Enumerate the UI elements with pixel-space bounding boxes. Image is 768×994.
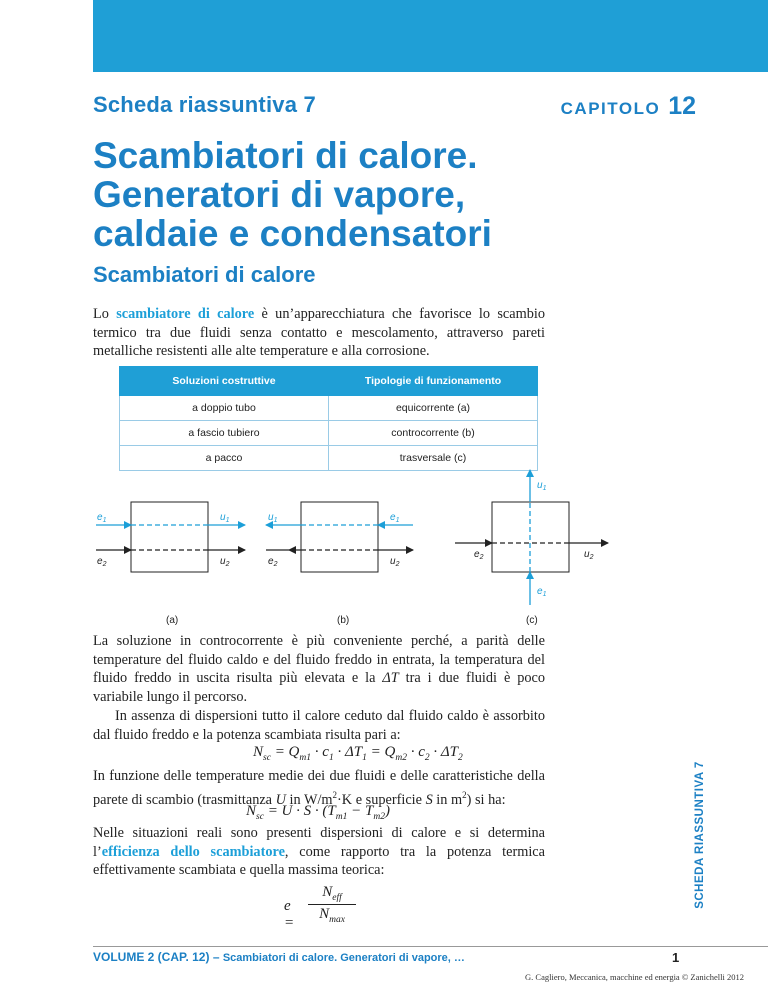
- diagram-b-cold-arrow: [288, 546, 296, 554]
- footer-dash: –: [209, 950, 223, 964]
- scheda-title: Scheda riassuntiva 7: [93, 92, 316, 117]
- body-paragraph-1: [93, 632, 545, 706]
- diagram-c-label-u1: $u_1$: [537, 480, 547, 492]
- diagram-b-label-u1: $u_1$: [268, 512, 278, 524]
- body-text: , come rapporto tra la potenza termica effettivamente scambiata e quella massima teorica:: [93, 843, 545, 878]
- footer-subtitle: Scambiatori di calore. Generatori di vapore, …: [222, 952, 465, 964]
- body-text: In funzione delle temperature medie dei due fluidi e delle caratteristiche della parete di scambio (trasmittanza: [93, 768, 545, 808]
- body-text: in W/m: [285, 791, 333, 808]
- table-cell: trasversale (c): [329, 446, 538, 471]
- page-title-line-3: caldaie e condensatori: [93, 213, 492, 254]
- diagram-a-label-u2: $u_2$: [220, 556, 230, 568]
- body-text: La soluzione in controcorrente è più conveniente perché, a parità delle temperature del fluido caldo e del fluido freddo in entrata, la temperatura del fluido freddo in uscita risulta più elevata e la: [93, 633, 545, 686]
- delta-t-symbol: ΔT: [382, 670, 399, 686]
- header-color-bar: [93, 0, 768, 72]
- intro-paragraph: [93, 305, 545, 361]
- diagram-a-label-e1: $e_1$: [97, 512, 107, 524]
- intro-text-after: è un’apparecchiatura che favorisce lo scambio termico tra due fluidi senza contatto e mescolamento, attraverso pareti metalliche resistenti alle alte temperature e alla corrosione.: [93, 306, 545, 359]
- table-row: [120, 421, 538, 446]
- top-margin: [0, 0, 93, 72]
- page-number: 1: [672, 950, 680, 965]
- heat-exchanger-diagram: [0, 460, 620, 635]
- symbol-s: S: [425, 791, 433, 808]
- table-header-cell: Soluzioni costruttive: [120, 367, 329, 396]
- diagram-a-label-u1: $u_1$: [220, 512, 230, 524]
- diagram-b-label-e2: $e_2$: [268, 556, 278, 568]
- body-text: tra i due fluidi è poco variabile lungo il percorso.: [93, 670, 545, 705]
- page-title-line-1: Scambiatori di calore.: [93, 135, 478, 176]
- equation-power-exchanged: $N_{sc} = Q_{m1} \cdot c_1 \cdot \Delta T_1 = Q_{m2} \cdot c_2 \cdot \Delta T_2$: [253, 744, 463, 763]
- table-cell: a doppio tubo: [120, 396, 329, 421]
- diagram-b-caption: (b): [337, 615, 350, 626]
- body-text: Nelle situazioni reali sono presenti dispersioni di calore e si determina l’: [93, 825, 545, 860]
- diagram-c-label-e2: $e_2$: [474, 549, 484, 561]
- table-cell: equicorrente (a): [329, 396, 538, 421]
- diagram-a-label-e2: $e_2$: [97, 556, 107, 568]
- solutions-table: [119, 366, 538, 471]
- diagram-c-label-u2: $u_2$: [584, 549, 594, 561]
- diagram-a: [96, 502, 245, 626]
- footer-divider: [93, 946, 768, 947]
- diagram-a-caption: (a): [166, 615, 179, 626]
- page-title: [93, 136, 653, 253]
- diagram-b-label-e1: $e_1$: [390, 512, 400, 524]
- page-title-line-2: Generatori di vapore,: [93, 174, 466, 215]
- diagram-c-caption: (c): [526, 615, 538, 626]
- diagram-b-box: [301, 502, 378, 572]
- efficiency-highlight-link: efficienza dello scambiatore: [101, 843, 285, 860]
- table-cell: controcorrente (b): [329, 421, 538, 446]
- chapter-number: 12: [668, 92, 696, 120]
- diagram-b-label-u2: $u_2$: [390, 556, 400, 568]
- body-text: ) si ha:: [466, 791, 506, 808]
- diagram-b: [266, 502, 413, 626]
- body-text: in m: [432, 791, 463, 808]
- chapter-word: CAPITOLO: [560, 99, 661, 118]
- symbol-u: U: [275, 791, 286, 808]
- diagram-c: [455, 470, 608, 626]
- intro-highlight-link: scambiatore di calore: [116, 306, 255, 322]
- table-header-cell: Tipologie di funzionamento: [329, 367, 538, 396]
- equation-transmittance: $N_{sc} = U \cdot S \cdot (T_{m1} - T_{m2})$: [246, 803, 390, 822]
- section-title: Scambiatori di calore: [93, 262, 316, 287]
- superscript: 2: [332, 789, 338, 800]
- sidebar-label-text: SCHEDA RIASSUNTIVA 7: [694, 761, 706, 909]
- diagram-c-label-e1: $e_1$: [537, 586, 547, 598]
- footer-title: [93, 950, 465, 964]
- footer-volume: VOLUME 2 (CAP. 12): [93, 950, 210, 964]
- body-paragraph-4: [93, 824, 545, 880]
- table-cell: a fascio tubiero: [120, 421, 329, 446]
- diagram-a-box: [131, 502, 208, 572]
- chapter-label: [561, 92, 696, 121]
- superscript: 2: [462, 789, 467, 800]
- intro-text-before: Lo: [93, 306, 117, 322]
- table-cell: a pacco: [120, 446, 329, 471]
- table-row: [120, 396, 538, 421]
- body-paragraph-2: In assenza di dispersioni tutto il calore ceduto dal fluido caldo è assorbito dal fluido freddo e la potenza scambiata risulta pari a:: [93, 708, 545, 743]
- body-text: ·K e superficie: [337, 791, 426, 808]
- sidebar-label: [690, 760, 710, 910]
- copyright-credit: G. Cagliero, Meccanica, macchine ed energia © Zanichelli 2012: [525, 972, 744, 982]
- table-header-row: [120, 367, 538, 396]
